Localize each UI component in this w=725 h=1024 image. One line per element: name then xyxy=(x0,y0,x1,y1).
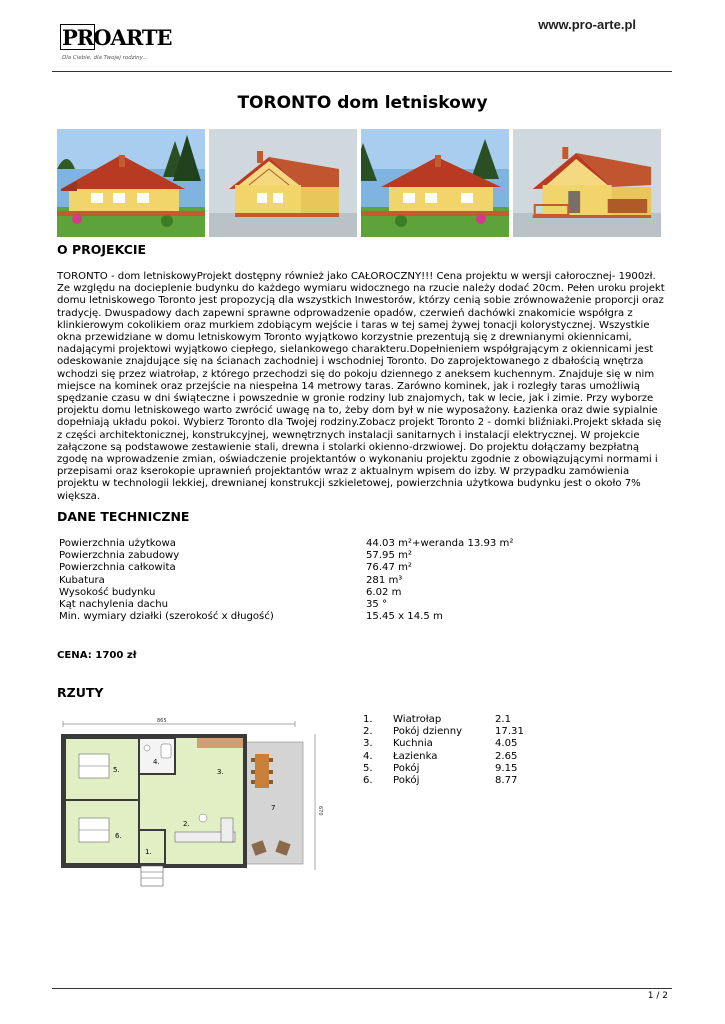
room-name: Łazienka xyxy=(393,750,438,762)
tech-label: Powierzchnia użytkowa xyxy=(59,538,176,549)
rooms-list xyxy=(363,714,543,787)
price: CENA: 1700 zł xyxy=(57,650,137,661)
footer-divider xyxy=(52,988,672,989)
room-area: 17.31 xyxy=(495,726,524,738)
plan-label-7: 7 xyxy=(271,804,276,812)
room-row xyxy=(363,763,543,775)
room-area: 2.65 xyxy=(495,750,518,762)
room-row xyxy=(363,726,543,738)
plan-label-2: 2. xyxy=(183,820,190,828)
house-render-4 xyxy=(513,129,661,237)
room-number: 4. xyxy=(363,750,373,762)
room-number: 5. xyxy=(363,762,373,774)
room-row xyxy=(363,775,543,787)
tech-table xyxy=(57,538,669,623)
plan-label-5: 5. xyxy=(113,766,120,774)
room-name: Pokój xyxy=(393,762,420,774)
room-row xyxy=(363,751,543,763)
dim-height: 670 xyxy=(317,806,323,816)
about-text: TORONTO - dom letniskowyProjekt dostępny również jako CAŁOROCZNY!!! Cena projektu w wersji całorocznej- 1900zł. Ze względu na docieplenie budynku do każdego wymiaru widocznego na rzucie należy dodać 20cm. Pełen uroku projekt domu letniskowego Toronto jest propozycją dla wszystkich Inwestorów, którzy cenią sobie zrównoważenie proporcji oraz tradycję. Dwuspadowy dach zapewni sprawne odprowadzenie opadów, czerwień dachówki znakomicie współgra z klinkierowym cokolikiem oraz murkiem zdobiącym wejście i taras w tej samej żywej tonacji kolorystycznej. Wszystkie okna przewidziane w domu letniskowym Toronto wyjątkowo korzystnie prezentują się z drewnianymi okiennicami, nadającymi projektowi wyjątkowo ciepłego, sielankowego charakteru.Dopełnieniem współgrającym z okiennicami jest odeskowanie znajdujące się na ścianach zachodniej i wschodniej Toronto. Do zaprojektowanego z dbałością wnętrza wchodzi się przez wiatrołap, z którego przechodzi się do pokoju dziennego z aneksem kuchennym. Znajduje się w nim miejsce na kominek oraz przejście na niespełna 14 metrowy taras. Zarówno kominek, jak i rozległy taras umożliwią spędzanie czasu w dni świąteczne i powszednie w gronie rodziny lub znajomych, tak w lecie, jak i zimie. Przy wyborze projektu domu letniskowego warto zwrócić uwagę na to, żeby dom był w nie wyposażony. Łazienka oraz dwie sypialnie dopełniają układu pokoi. Wybierz Toronto dla Twojej rodziny.Zobacz projekt Toronto 2 - domki bliźniaki.Projekt składa się z części architektonicznej, konstrukcyjnej, wewnętrznych instalacji sanitarnych i instalacji elektrycznej. W projekcie załączone są podstawowe zestawienie stali, drewna i stolarki okienno-drzwiowej. Do projektu dołączamy bezpłatną zgodę na wprowadzenie zmian, oświadczenie projektantów o wykonaniu projektu zgodnie z obowiązującymi normami i przepisami oraz kserokopie uprawnień projektantów wraz z aktualnym wpisem do izby. W przypadku zamówienia projektu w technologii lekkiej, drewnianej konstrukcji szkieletowej, powierzchnia użytkowa budynku jest o około 7% większa. xyxy=(57,271,665,502)
logo-tagline: Dla Ciebie, dla Twojej rodziny... xyxy=(62,55,148,61)
page-title: TORONTO dom letniskowy xyxy=(237,93,488,113)
tech-value: 6.02 m xyxy=(366,586,402,598)
tech-value: 57.95 m² xyxy=(366,550,412,562)
tech-value: 44.03 m²+weranda 13.93 m² xyxy=(366,538,514,549)
site-url[interactable]: www.pro-arte.pl xyxy=(538,17,636,32)
tech-label: Kąt nachylenia dachu xyxy=(59,598,169,610)
tech-value: 76.47 m² xyxy=(366,562,412,574)
room-number: 1. xyxy=(363,714,373,725)
house-photo-3 xyxy=(361,129,509,237)
tech-label: Min. wymiary działki (szerokość x długość) xyxy=(59,611,274,623)
tech-row xyxy=(57,599,669,611)
tech-row xyxy=(57,538,669,550)
tech-row xyxy=(57,562,669,574)
plan-label-6: 6. xyxy=(115,832,122,840)
room-area: 8.77 xyxy=(495,774,518,786)
room-name: Pokój xyxy=(393,774,420,786)
room-number: 6. xyxy=(363,774,373,786)
tech-row xyxy=(57,611,669,623)
logo-text: PROARTE xyxy=(62,25,172,50)
tech-heading: DANE TECHNICZNE xyxy=(57,509,190,524)
header-divider xyxy=(52,71,672,72)
room-area: 9.15 xyxy=(495,762,518,774)
room-area: 4.05 xyxy=(495,738,518,750)
tech-value: 35 ° xyxy=(366,598,388,610)
plan-label-3: 3. xyxy=(217,768,224,776)
plan-label-4: 4. xyxy=(153,758,160,766)
dim-width: 865 xyxy=(157,718,167,724)
about-heading: O PROJEKCIE xyxy=(57,242,147,257)
room-row xyxy=(363,738,543,750)
logo xyxy=(60,24,172,66)
photo-strip xyxy=(57,129,663,237)
tech-label: Powierzchnia całkowita xyxy=(59,562,176,574)
plans-heading: RZUTY xyxy=(57,685,104,700)
page-number: 1 / 2 xyxy=(647,991,668,1001)
room-row xyxy=(363,714,543,726)
tech-row xyxy=(57,575,669,587)
room-number: 2. xyxy=(363,726,373,738)
plan-label-1: 1. xyxy=(145,848,152,856)
tech-row xyxy=(57,550,669,562)
floor-plan xyxy=(57,714,327,892)
room-area: 2.1 xyxy=(495,714,512,725)
room-name: Kuchnia xyxy=(393,738,433,750)
tech-label: Kubatura xyxy=(59,574,105,586)
room-name: Wiatrołap xyxy=(393,714,442,725)
room-number: 3. xyxy=(363,738,373,750)
room-name: Pokój dzienny xyxy=(393,726,463,738)
tech-row xyxy=(57,587,669,599)
tech-value: 281 m³ xyxy=(366,574,403,586)
tech-value: 15.45 x 14.5 m xyxy=(366,611,443,623)
house-photo-1 xyxy=(57,129,205,237)
tech-label: Wysokość budynku xyxy=(59,586,156,598)
tech-label: Powierzchnia zabudowy xyxy=(59,550,180,562)
house-render-2 xyxy=(209,129,357,237)
